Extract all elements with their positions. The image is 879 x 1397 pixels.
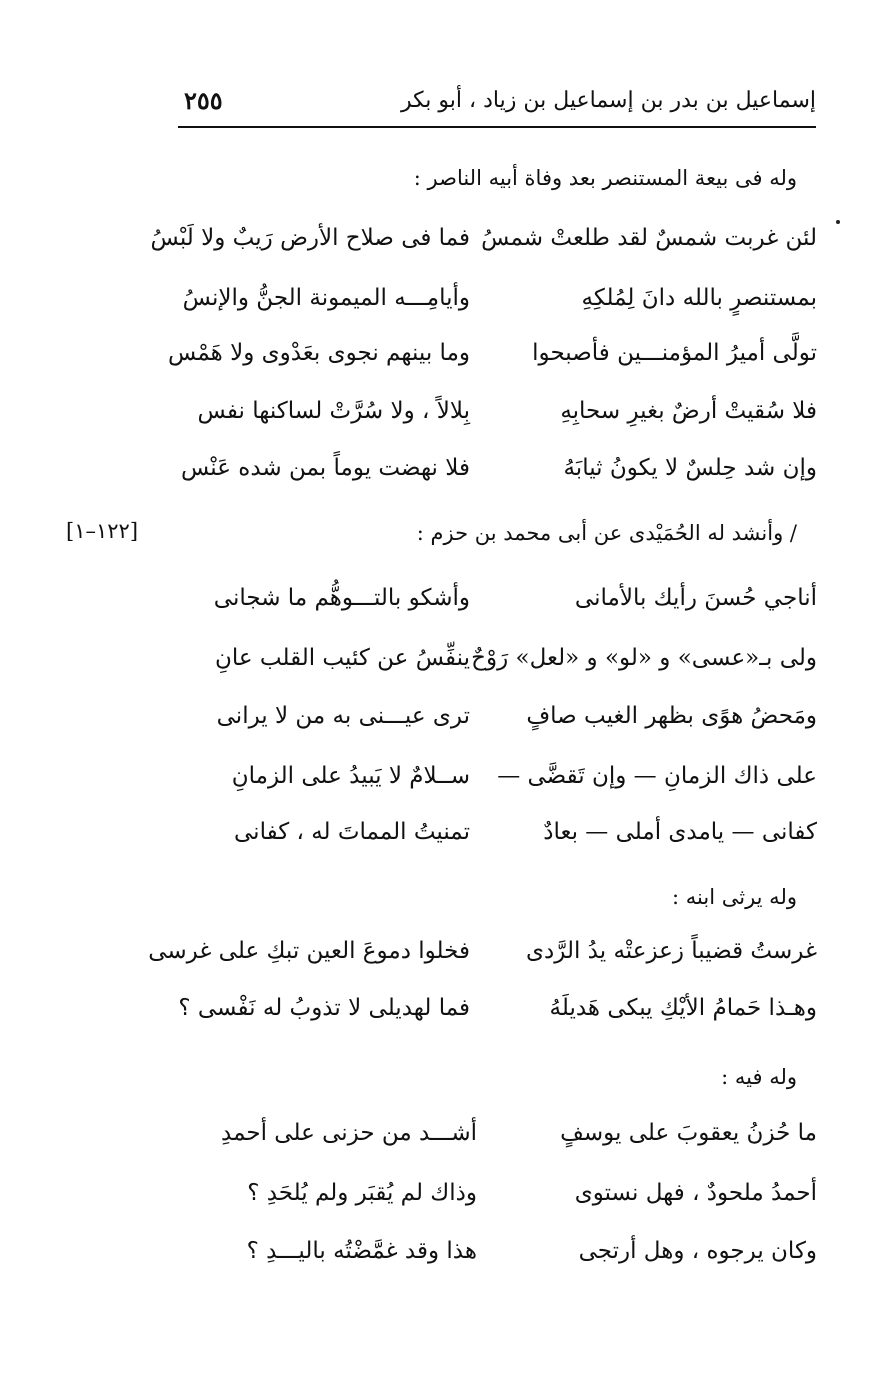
second-hemistich: وذاك لم يُقبَر ولم يُلحَدِ ؟ bbox=[247, 1180, 477, 1206]
second-hemistich: فخلوا دموعَ العين تبكِ على غرسى bbox=[148, 938, 470, 964]
second-hemistich: فلا نهضت يوماً بمن شده عَنْس bbox=[180, 455, 470, 481]
second-hemistich: بِلالاً ، ولا سُرَّتْ لساكنها نفس bbox=[197, 398, 470, 424]
second-hemistich: أشـــد من حزنى على أحمدِ bbox=[221, 1120, 477, 1146]
section-intro: / وأنشد له الحُمَيْدى عن أبى محمد بن حزم : bbox=[416, 521, 797, 545]
first-hemistich: فلا سُقيتْ أرضٌ بغيرِ سحابِهِ bbox=[560, 398, 817, 424]
section-intro: وله يرثى ابنه : bbox=[672, 885, 797, 909]
second-hemistich: ينفِّسُ عن كئيب القلب عانِ bbox=[214, 645, 470, 671]
verse-line bbox=[165, 1238, 817, 1284]
second-hemistich: ترى عيـــنى به من لا يرانى bbox=[216, 703, 470, 729]
first-hemistich: ما حُزنُ يعقوبَ على يوسفٍ bbox=[560, 1120, 817, 1146]
second-hemistich: وأيامِـــه الميمونة الجنُّ والإنسُ bbox=[182, 285, 470, 311]
second-hemistich: فما فى صلاح الأرض رَيبٌ ولا لَبْسُ bbox=[150, 225, 470, 251]
verse-line bbox=[165, 1120, 817, 1166]
page-number: ٢٥٥ bbox=[184, 86, 223, 115]
first-hemistich: لئن غربت شمسٌ لقد طلعتْ شمسُ bbox=[481, 225, 817, 251]
verse-line bbox=[165, 1180, 817, 1226]
verse-line bbox=[165, 455, 817, 501]
header-rule bbox=[178, 126, 816, 128]
second-hemistich: ســلامٌ لا يَبيدُ على الزمانِ bbox=[231, 763, 470, 789]
verse-line bbox=[165, 763, 817, 809]
verse-line bbox=[165, 819, 817, 865]
second-hemistich: وما بينهم نجوى بعَدْوى ولا هَمْس bbox=[168, 340, 470, 366]
running-title: إسماعيل بن بدر بن إسماعيل بن زياد ، أبو بكر bbox=[401, 88, 816, 113]
first-hemistich: أحمدُ ملحودٌ ، فهل نستوى bbox=[574, 1180, 817, 1206]
verse-line bbox=[165, 398, 817, 444]
first-hemistich: تولَّى أميرُ المؤمنـــين فأصبحوا bbox=[532, 340, 817, 366]
verse-line bbox=[165, 285, 817, 331]
verse-line bbox=[165, 585, 817, 631]
manuscript-leaf-reference: [١٢٢–١] bbox=[66, 519, 139, 543]
first-hemistich: كفانى — يامدى أملى — بعادٌ bbox=[543, 819, 817, 845]
first-hemistich: بمستنصرٍ بالله دانَ لِمُلكِهِ bbox=[581, 285, 817, 311]
first-hemistich: وهـذا حَمامُ الأيْكِ يبكى هَديلَهُ bbox=[549, 995, 817, 1021]
second-hemistich: فما لهديلى لا تذوبُ له نَفْسى ؟ bbox=[178, 995, 470, 1021]
first-hemistich: غرستُ قضيباً زعزعتْه يدُ الرَّدى bbox=[526, 938, 817, 964]
margin-mark bbox=[836, 220, 840, 224]
verse-line bbox=[148, 938, 817, 984]
verse-line bbox=[150, 225, 817, 271]
first-hemistich: وإن شد حِلسٌ لا يكونُ ثيابَهُ bbox=[563, 455, 817, 481]
verse-line bbox=[165, 703, 817, 749]
first-hemistich: أناجي حُسنَ رأيك بالأمانى bbox=[574, 585, 817, 611]
first-hemistich: وكان يرجوه ، وهل أرتجى bbox=[578, 1238, 817, 1264]
first-hemistich: على ذاك الزمانِ — وإن تَقضَّى — bbox=[497, 763, 817, 789]
first-hemistich: ولى بـ«عسى» و «لو» و «لعل» رَوْحٌ bbox=[471, 645, 817, 671]
section-intro: وله فيه : bbox=[721, 1065, 797, 1089]
second-hemistich: هذا وقد غمَّضْتُه باليـــدِ ؟ bbox=[246, 1238, 477, 1264]
page-header bbox=[178, 82, 816, 128]
second-hemistich: وأشكو بالتـــوهُّم ما شجانى bbox=[213, 585, 470, 611]
section-intro: وله فى بيعة المستنصر بعد وفاة أبيه الناصر : bbox=[413, 166, 797, 190]
verse-line bbox=[165, 995, 817, 1041]
first-hemistich: ومَحضُ هوًى بظهر الغيب صافٍ bbox=[526, 703, 817, 729]
verse-line bbox=[165, 340, 817, 386]
second-hemistich: تمنيتُ المماتَ له ، كفانى bbox=[234, 819, 470, 845]
verse-line bbox=[165, 645, 817, 691]
